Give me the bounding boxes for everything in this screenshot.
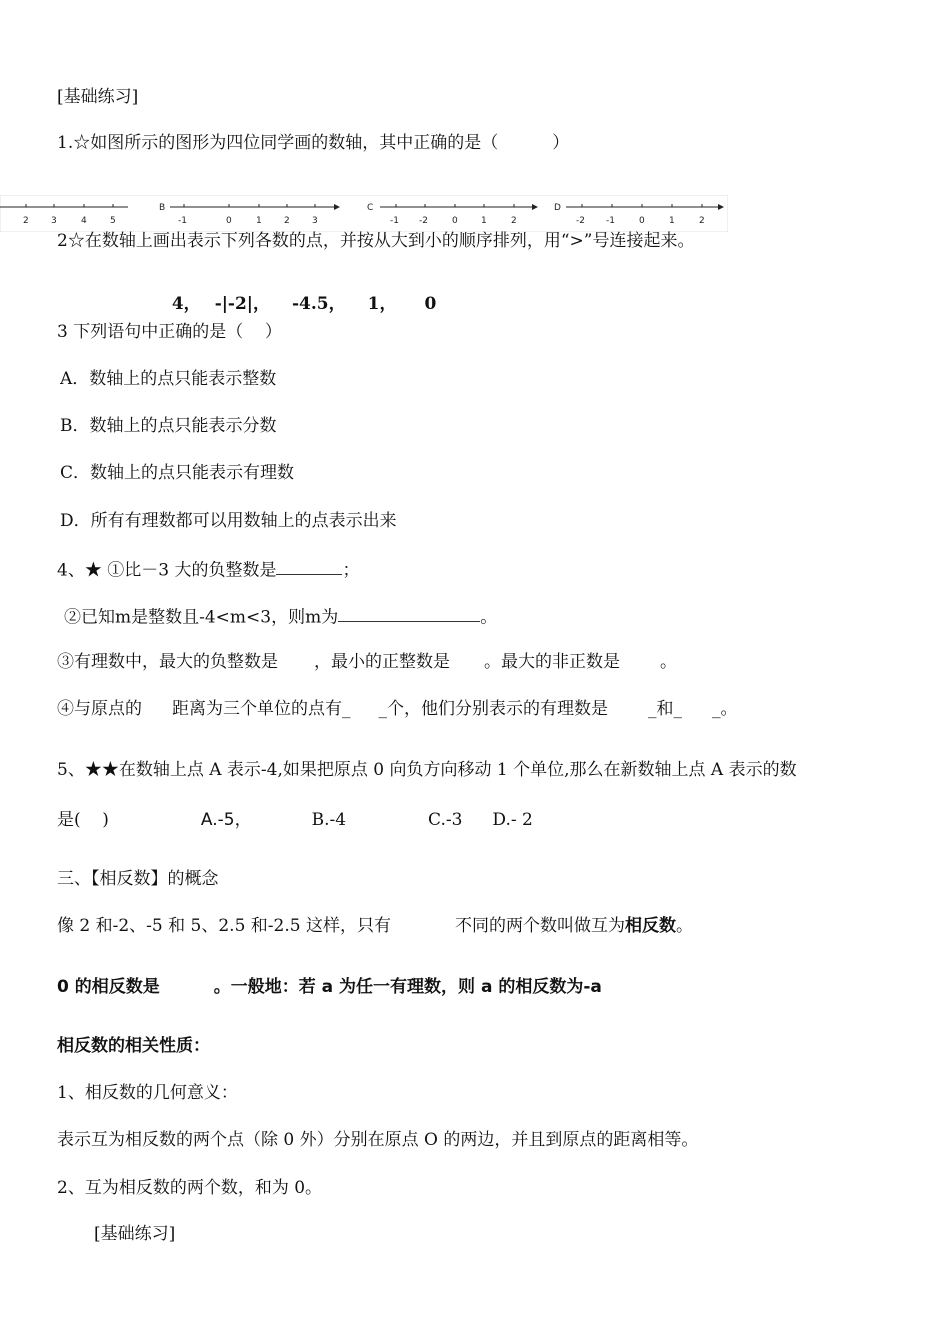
properties-title: 相反数的相关性质： [57,1036,210,1056]
question-text: ③有理数中，最大的负整数是 [57,652,278,672]
question-text: 4、★ ①比－3 大的负整数是 [57,560,277,581]
question-text: 。 [480,607,498,628]
answer-blank [338,606,480,622]
tick-label: 3 [312,216,318,226]
tick-label: -1 [178,216,187,226]
question-5-line-1: 5、★★在数轴上点 A 表示-4,如果把原点 0 向负方向移动 1 个单位,那么在新数轴上点 A 表示的数 [57,760,797,780]
definition-text: 0 的相反数是 [57,977,160,997]
section-header-basic-practice: [基础练习] [57,87,139,107]
tick-label: 1 [669,216,675,226]
question-3: 3 下列语句中正确的是（ ） [57,322,282,342]
term-opposite-number: 相反数 [625,916,676,936]
property-1-title: 1、相反数的几何意义： [57,1083,238,1103]
question-text: ，最小的正整数是 [314,652,450,672]
definition-line [57,917,693,936]
property-1-text: 表示互为相反数的两个点（除 0 外）分别在原点 O 的两边，并且到原点的距离相等。 [57,1130,699,1150]
option-d: D．所有有理数都可以用数轴上的点表示出来 [60,511,397,531]
question-2: 2☆在数轴上画出表示下列各数的点，并按从大到小的顺序排列，用“>”号连接起来。 [57,231,695,251]
question-2-numbers [160,276,436,313]
tick-label: 0 [226,216,232,226]
section-3-title: 三、【相反数】的概念 [57,869,219,889]
question-4-part-2 [64,606,497,627]
section-header-basic-practice-2: [基础练习] [94,1224,176,1244]
tick-label: 2 [699,216,705,226]
property-2-text: 2、互为相反数的两个数，和为 0。 [57,1178,323,1198]
choice-c: C.-3 [428,810,463,830]
question-4-part-4 [57,700,738,719]
number-item: 0 [424,293,437,314]
question-text: 距离为三个单位的点有_ [172,699,351,719]
question-text: ②已知m是整数且-4<m<3，则m为 [64,607,339,628]
definition-text: 。一般地：若 a 为任一有理数，则 a 的相反数为-a [213,977,602,997]
number-line-label: C [367,203,374,213]
tick-label: 1 [256,216,262,226]
number-item: -|-2|， [214,293,270,314]
question-text: 是( ) [57,810,109,830]
tick-label: -2 [419,216,428,226]
option-b: B．数轴上的点只能表示分数 [60,416,277,436]
tick-label: -1 [606,216,615,226]
question-text: ； [342,560,360,581]
tick-label: -1 [390,216,399,226]
tick-label: -2 [576,216,585,226]
question-text: _。 [712,699,738,719]
choice-a: A.-5， [200,810,252,830]
question-5-line-2 [57,811,533,830]
question-text: ④与原点的 [57,699,142,719]
tick-label: 4 [81,216,87,226]
question-1: 1.☆如图所示的图形为四位同学画的数轴，其中正确的是（ ） [57,133,570,153]
option-c: C．数轴上的点只能表示有理数 [60,463,295,483]
choice-d: D.- 2 [492,810,533,830]
number-item: 4， [171,293,201,314]
number-line-label: D [554,203,561,213]
definition-text: 像 2 和-2、-5 和 5、2.5 和-2.5 这样，只有 [57,916,391,936]
zero-opposite-line [57,978,602,997]
number-line-label: B [159,203,166,213]
number-item: 1， [367,293,397,314]
answer-blank [276,559,342,575]
definition-text: 不同的两个数叫做互为 [455,916,625,936]
tick-label: 2 [23,216,29,226]
tick-label: 1 [481,216,487,226]
question-text: _个，他们分别表示的有理数是 [378,699,608,719]
number-line-figure [0,195,728,232]
question-text: 。最大的非正数是 [484,652,620,672]
tick-label: 5 [110,216,116,226]
question-4-part-3 [57,653,677,672]
question-text: 。 [660,652,677,672]
number-item: -4.5， [292,293,346,314]
tick-label: 2 [511,216,517,226]
definition-text: 。 [676,916,693,936]
tick-label: 2 [284,216,290,226]
tick-label: 0 [639,216,645,226]
tick-label: 0 [452,216,458,226]
choice-b: B.-4 [311,810,347,830]
tick-label: 3 [51,216,57,226]
question-4-part-1 [57,559,359,580]
option-a: A．数轴上的点只能表示整数 [60,369,277,389]
question-text: _和_ [648,699,682,719]
